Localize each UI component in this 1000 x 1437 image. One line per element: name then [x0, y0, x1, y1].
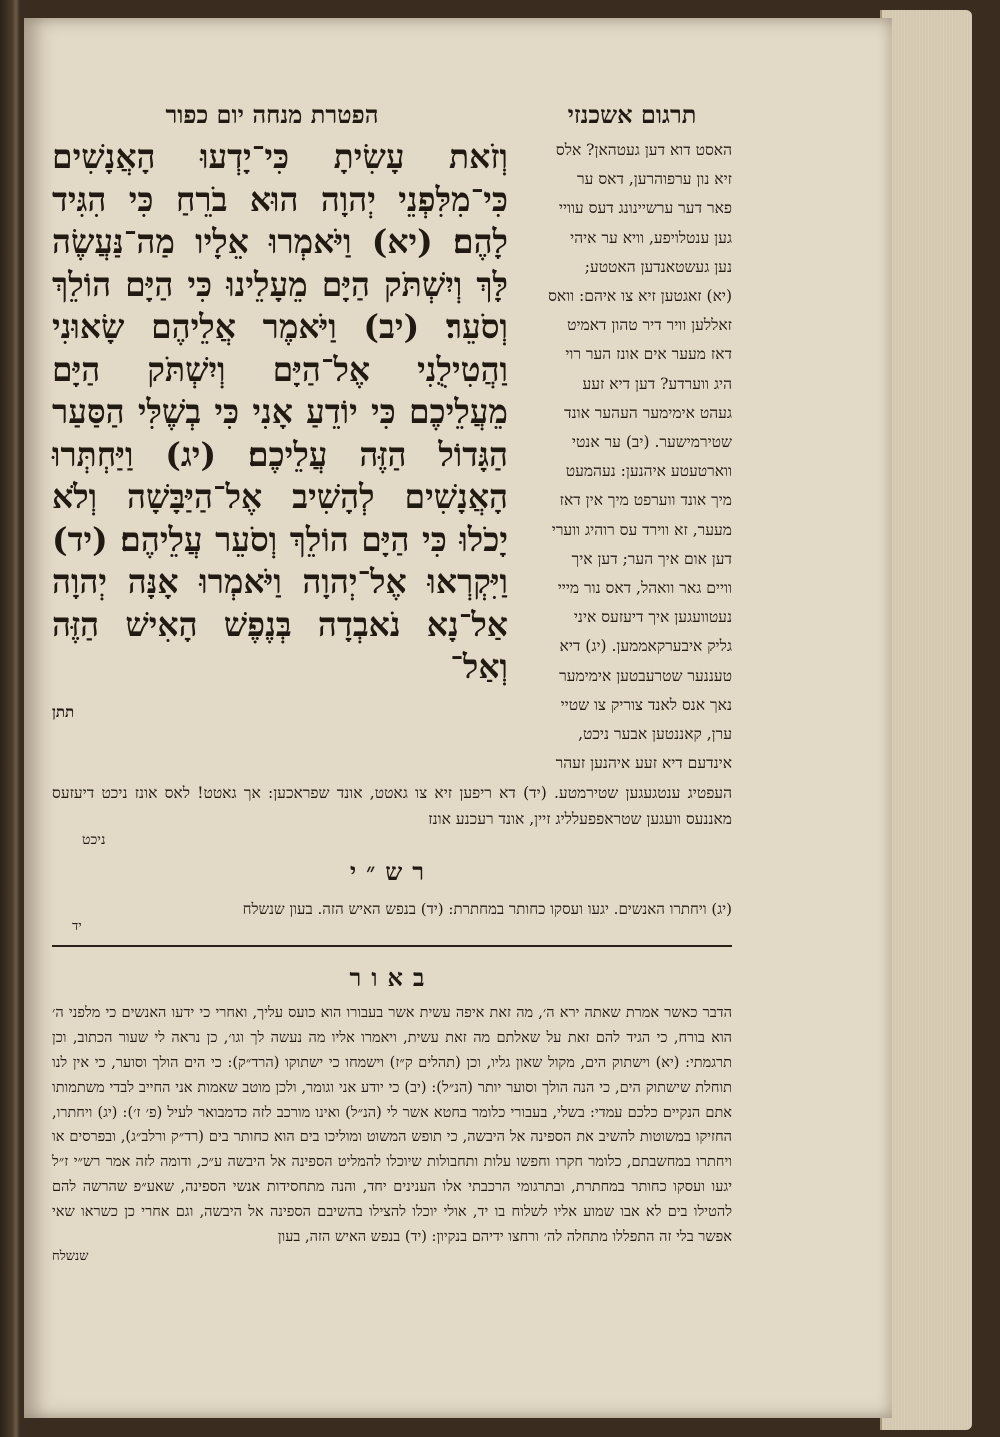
- yiddish-line: היג ווערדע? דען דיא זעע: [582, 374, 732, 393]
- yiddish-line: וויים גאר וואהל, דאס נור מייי: [557, 579, 732, 598]
- yiddish-line: נען געשטאנדען האטטע;: [584, 257, 732, 276]
- yiddish-line: (יא) זאגטען זיא צו איהם: וואס: [548, 287, 732, 306]
- header-haftarah: הפטרת מנחה יום כפור: [165, 100, 379, 129]
- biur-title: באור: [349, 963, 435, 993]
- yiddish-line: זיא נון ערפוהרען, דאס ער: [577, 170, 732, 189]
- rashi-title: רש״י: [349, 857, 435, 887]
- yiddish-continuation: העפטיג ענטגעגען שטירמטע. (יד) דא ריפען זיא צו גאטט, אונד שפראכען: אך גאטט! לאס אונז ניכט דיעזעס מאננעס וועגען שטראפפעלליג זיין, אונד רעכנע אונז: [52, 784, 732, 829]
- section-divider: [52, 945, 732, 947]
- hebrew-verse-text: וְזֹאת עָשִׂיתָ כִּי־יָדְעוּ הָאֲנָשִׁים כִּי־מִלִּפְנֵי יְהוָה הוּא בֹרֵחַ כִּי הִגִּיד לָהֶם׃ (יא) וַיֹּאמְרוּ אֵלָיו מַה־נַּעֲשֶׂה לָּךְ וְיִשְׁתֹּק הַיָּם מֵעָלֵינוּ כִּי הַיָּם הוֹלֵךְ וְסֹעֵר׃ (יב) וַיֹּאמֶר אֲלֵיהֶם שָׂאוּנִי וַהֲטִילֻנִי אֶל־הַיָּם וְיִשְׁתֹּק הַיָּם מֵעֲלֵיכֶם כִּי יוֹדֵעַ אָנִי כִּי בְשֶׁלִּי הַסַּעַר הַגָּדוֹל הַזֶּה עֲלֵיכֶם׃ (יג) וַיַּחְתְּרוּ הָאֲנָשִׁים לְהָשִׁיב אֶל־הַיַּבָּשָׁה וְלֹא יָכֹלוּ כִּי הַיָּם הוֹלֵךְ וְסֹעֵר עֲלֵיהֶם׃ (יד) וַיִּקְרְאוּ אֶל־יְהוָה וַיֹּאמְרוּ אָנָּה יְהוָה אַל־נָא נֹאבְדָה בְּנֶפֶשׁ הָאִישׁ הַזֶּה וְאַל־: [52, 137, 508, 686]
- yiddish-catchword: ניכט: [82, 832, 106, 849]
- rashi-catchword: יד: [72, 919, 82, 935]
- yiddish-line: ערן, קאננטען אבער ניכט,: [578, 725, 732, 744]
- yiddish-line: גליק איבערקאממען. (יג) דיא: [559, 637, 732, 656]
- yiddish-line: מיך אונד ווערפט מיך אין דאז: [559, 491, 732, 510]
- hebrew-catchword: תתן: [52, 702, 75, 721]
- yiddish-line: נאך אנס לאנד צוריק צו שטיי: [560, 695, 732, 714]
- yiddish-line: אינדעם דיא זעע איהנען זעהר: [555, 754, 732, 773]
- yiddish-translation-column: [518, 136, 732, 778]
- biur-catchword: שנשלח: [52, 1249, 89, 1265]
- text-columns: [52, 136, 732, 778]
- header-targum: תרגום אשכנזי: [567, 100, 697, 129]
- running-headers: [52, 100, 732, 130]
- rashi-commentary: (יג) ויחתרו האנשים. יגעו ועסקו כחותר במחתרת: (יד) בנפש האיש הזה. בעון שנשלח: [242, 900, 732, 919]
- book-page-edges: [880, 10, 972, 1430]
- yiddish-line: טעננער שטרעבטען אימימער: [559, 666, 732, 685]
- yiddish-line: געהט אימימער העהער אונד: [564, 403, 732, 422]
- yiddish-line: נעטוועגען איך דיעזעס איני: [573, 608, 732, 627]
- yiddish-line: דען אום איך הער; דען איך: [571, 549, 732, 568]
- yiddish-line: שטירמישער. (יב) ער אנטי: [571, 433, 732, 452]
- yiddish-line: גען ענטלויפע, וויא ער איהי: [570, 228, 732, 247]
- yiddish-line: מעער, זא ווירד עס רוהיג ווערי: [551, 520, 732, 539]
- yiddish-line: האסט דוא דען געטהאן? אלס: [555, 141, 732, 159]
- yiddish-line: פאר דער ערשיינונג דעס עוויי: [558, 199, 732, 218]
- yiddish-line: זאללען וויר דיר טהון דאמיט: [567, 316, 732, 335]
- yiddish-line: דאז מעער אים אונז הער רוי: [565, 345, 732, 364]
- biur-commentary: הדבר כאשר אמרת שאתה ירא ה׳, מה זאת איפה עשית אשר בעבורו הוא כועס עליך, ואחרי כי ידעו האנשים כי מלפני ה׳ הוא בורח, כי הגיד להם זאת על שאלתם מה זאת עשית, ויאמרו אליו מה נעשה לך וגו׳, כן נראה לי שעור הכתוב, וכן תרגמתי: (יא) וישתוק הים, מקול שאון גליו, וכן (תהלים ק״ז) וישמחו כי ישתוקו (הרד״ק): כי הים הולך וסוער, כי אין לנו תוחלת שישתוק הים, כי הנה הולך וסוער יותר (הנ״ל): (יב) כי יודע אני וגומר, ולכן מוטב שאמות אני החייב לבדי משתמותו אתם הנקיים כלכם עמדי: בשלי, בעבורי כלומר בחטא אשר לי (הנ״ל) ואינו מורכב לזה כדמבואר לעיל (פ׳ ז׳): (יג) ויחתרו, החזיקו במשוטות להשיב את הספינה אל היבשה, כי תופש המשוט ומוליכו בים הוא כחותר בים (רד״ק ורלב״ג), ובפרסים או ויחתרו במחשבתם, כלומר חקרו וחפשו עלות ותחבולות שיוכלו להמליט הספינה אל היבשה ע״כ, ודומה לזה אמר רש״י ז״ל יגעו ועסקו כחותר במחתרת, ובתרגומי הרכבתי אלו הענינים יחד, והנה מתחסידות אנשי הספינה, שאע״פ שהרשה להם להטילו בים לא אבו שמוע אליו לשלוח בו יד, אולי יוכלו להצילו בהשיבם הספינה אל היבשה, וגם אחרי כן כשראו שאי אפשר בלי זה התפללו מתחלה לה׳ ורחצו ידיהם בנקיון: (יד) בנפש האיש הזה, בעון: [52, 1005, 732, 1245]
- page-content: [52, 100, 732, 1265]
- hebrew-text-column: [52, 136, 508, 778]
- yiddish-line: ווארטעטע איהנען: נעהמעט: [565, 462, 732, 481]
